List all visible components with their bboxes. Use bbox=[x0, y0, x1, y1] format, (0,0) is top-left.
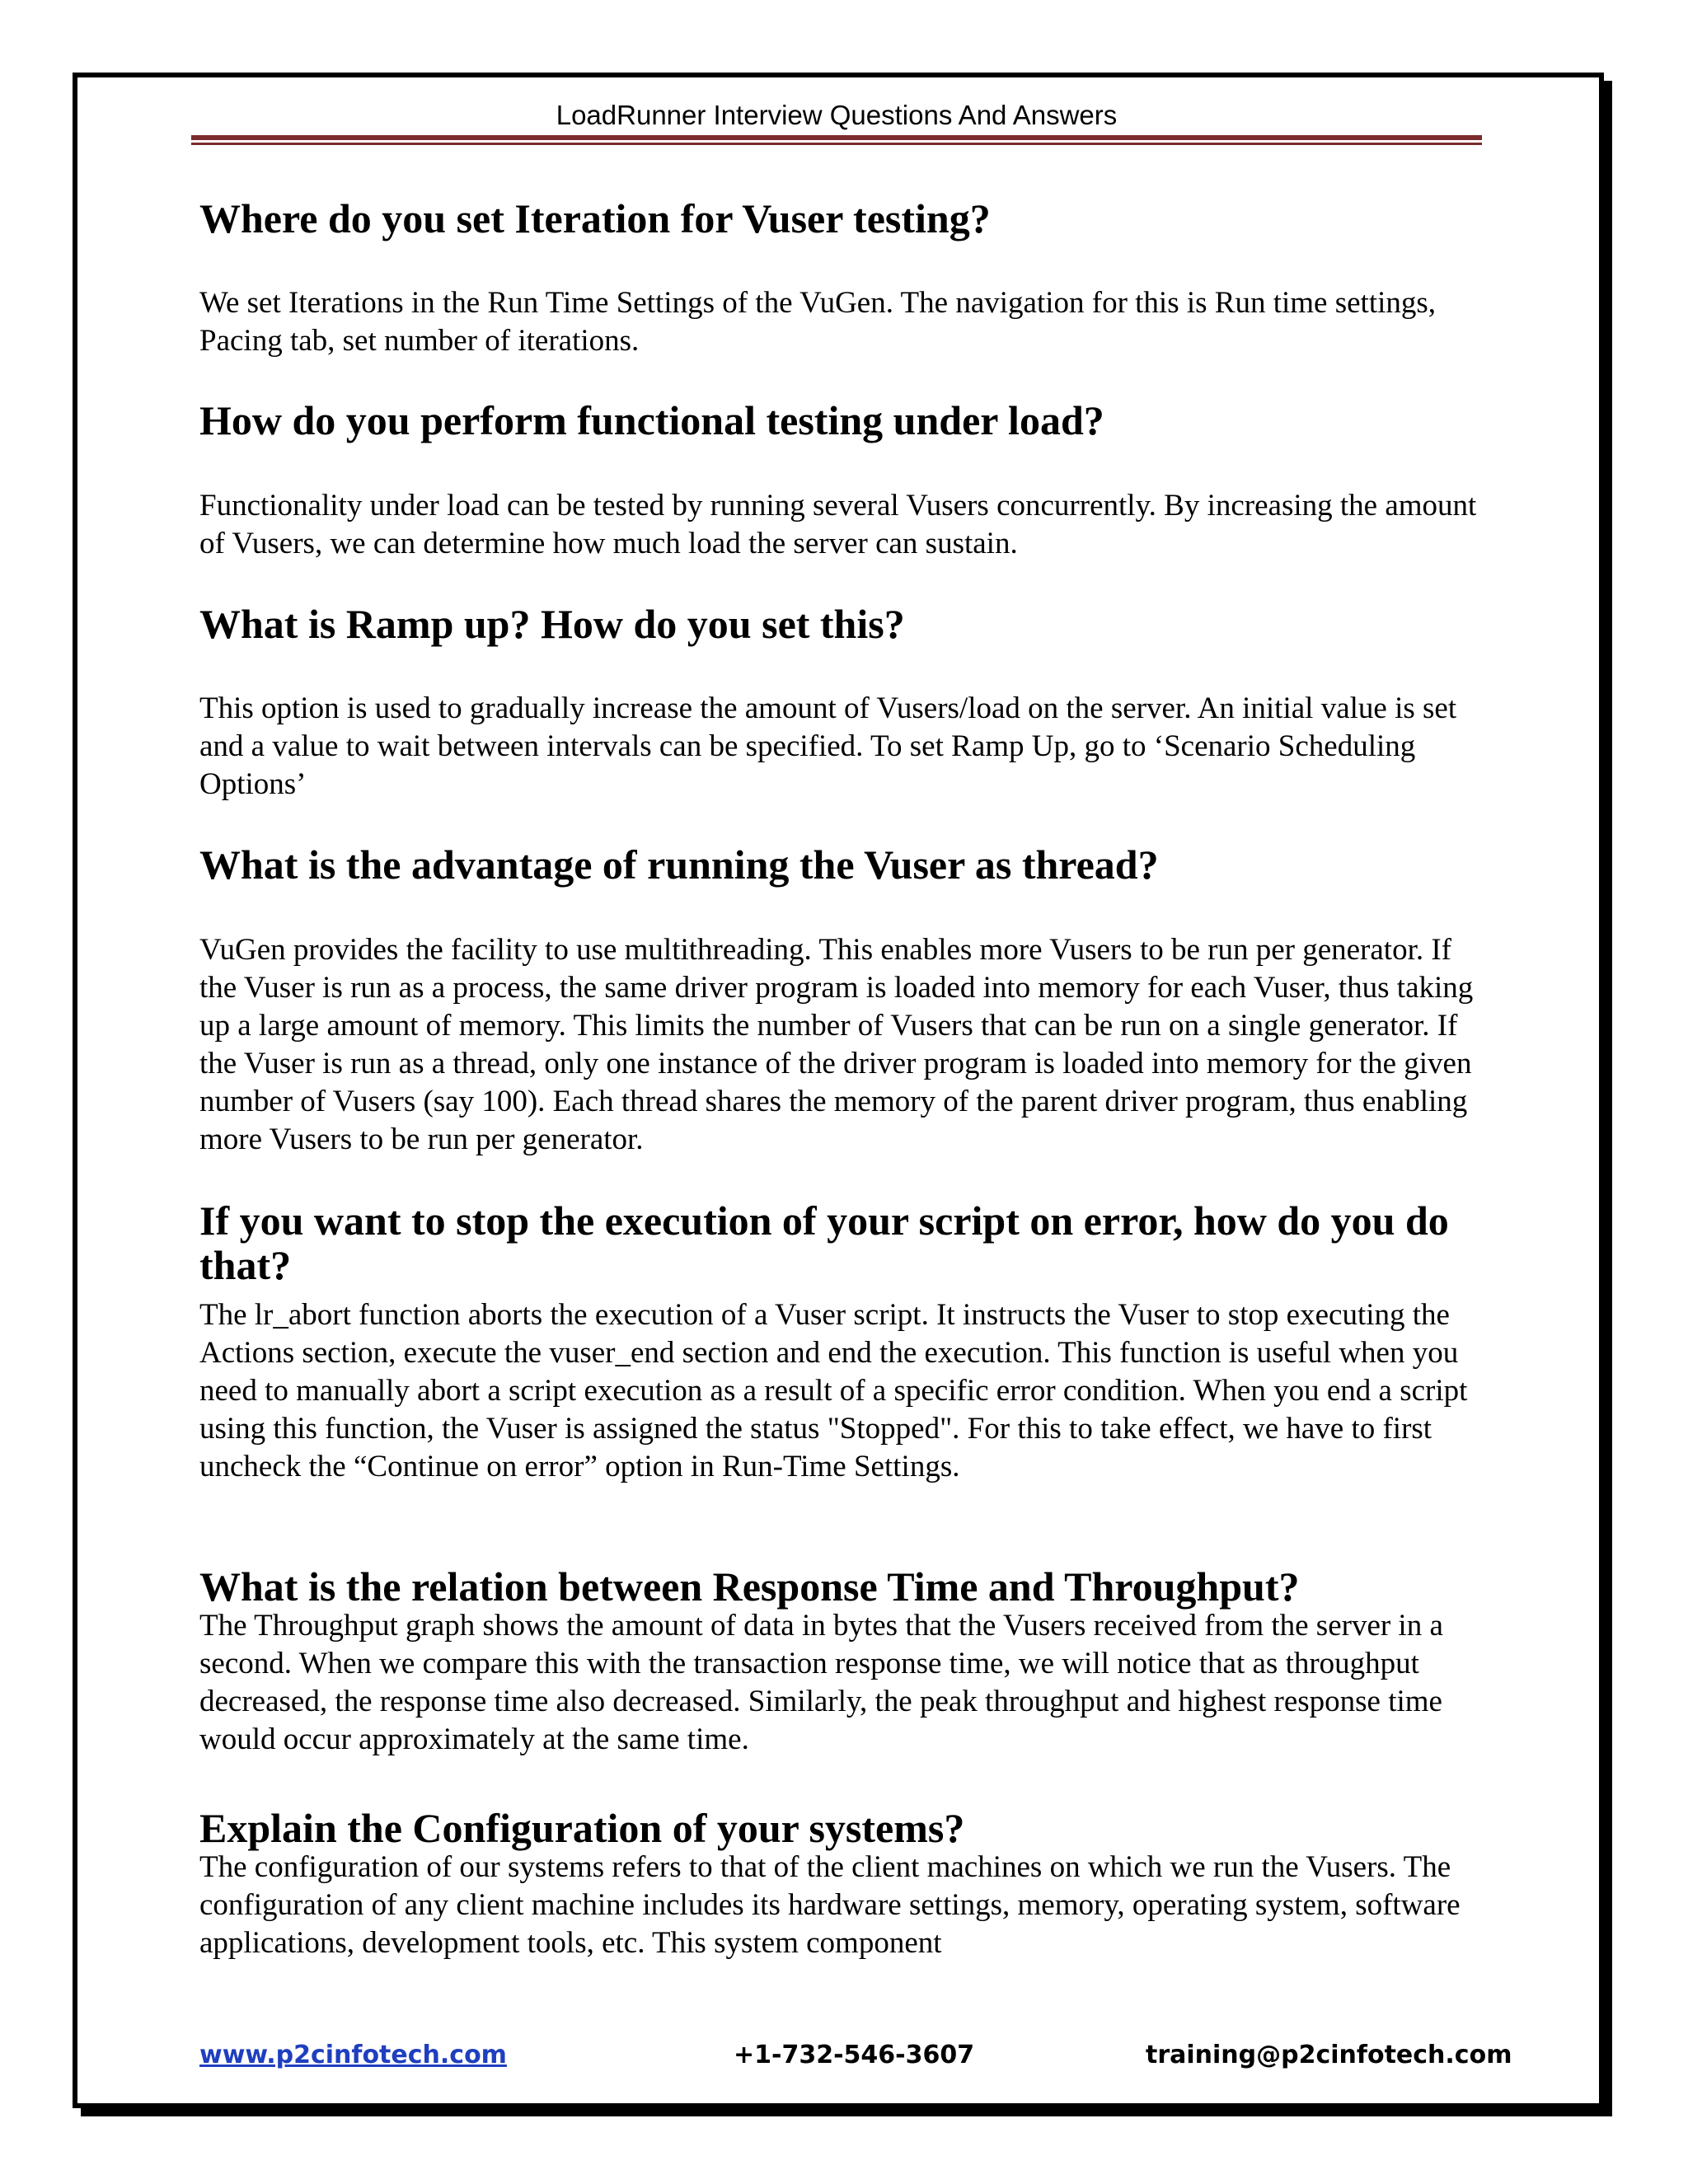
question-heading: How do you perform functional testing under load? bbox=[199, 397, 1104, 443]
question-heading: What is Ramp up? How do you set this? bbox=[199, 601, 905, 647]
answer-paragraph: Functionality under load can be tested by running several Vusers concurrently. By increasing the amount of Vusers, we can determine how much load the server can sustain. bbox=[199, 489, 1477, 560]
header-rule-thin bbox=[191, 143, 1482, 145]
answer-paragraph: The configuration of our systems refers to that of the client machines on which we run the Vusers. The configuration of any client machine includes its hardware settings, memory, operating system, software applications, development tools, etc. This system component bbox=[199, 1850, 1461, 1960]
question-heading: What is the relation between Response Time and Throughput? bbox=[199, 1563, 1300, 1610]
footer-email: training@p2cinfotech.com bbox=[1146, 2041, 1512, 2069]
running-header: LoadRunner Interview Questions And Answers bbox=[556, 100, 1118, 130]
footer-website-link[interactable]: www.p2cinfotech.com bbox=[199, 2041, 507, 2069]
answer-paragraph: VuGen provides the facility to use multithreading. This enables more Vusers to be run per generator. If the Vuser is run as a process, the same driver program is loaded into memory for each Vuser, thus taking up a large amount of memory. This limits the number of Vusers that can be run on a single generator. If the Vuser is run as a thread, only one instance of the driver program is loaded into memory for the given number of Vusers (say 100). Each thread shares the memory of the parent driver program, thus enabling more Vusers to be run per generator. bbox=[199, 933, 1474, 1156]
header-rule bbox=[191, 135, 1482, 140]
answer-paragraph: The Throughput graph shows the amount of data in bytes that the Vusers received from the server in a second. When we compare this with the transaction response time, we will notice that as throughput decreased, the response time also decreased. Similarly, the peak throughput and highest response time would occur approximately at the same time. bbox=[199, 1609, 1443, 1756]
answer-paragraph: The lr_abort function aborts the execution of a Vuser script. It instructs the Vuser to stop executing the Actions section, execute the vuser_end section and end the execution. This function is useful when you need to manually abort a script execution as a result of a specific error condition. When you end a script using this function, the Vuser is assigned the status "Stopped". For this to take effect, we have to first uncheck the “Continue on error” option in Run-Time Settings. bbox=[199, 1298, 1468, 1483]
footer-phone: +1-732-546-3607 bbox=[734, 2041, 975, 2069]
question-heading: If you want to stop the execution of your script on error, how do you do that? bbox=[199, 1197, 1449, 1288]
answer-paragraph: We set Iterations in the Run Time Settings of the VuGen. The navigation for this is Run time settings, Pacing tab, set number of iterations. bbox=[199, 286, 1437, 358]
question-heading: Where do you set Iteration for Vuser testing? bbox=[199, 195, 991, 241]
answer-paragraph: This option is used to gradually increase the amount of Vusers/load on the server. An initial value is set and a value to wait between intervals can be specified. To set Ramp Up, go to ‘Scenario Scheduling Options’ bbox=[199, 691, 1457, 801]
question-heading: Explain the Configuration of your systems? bbox=[199, 1805, 965, 1851]
question-heading: What is the advantage of running the Vuser as thread? bbox=[199, 841, 1159, 888]
